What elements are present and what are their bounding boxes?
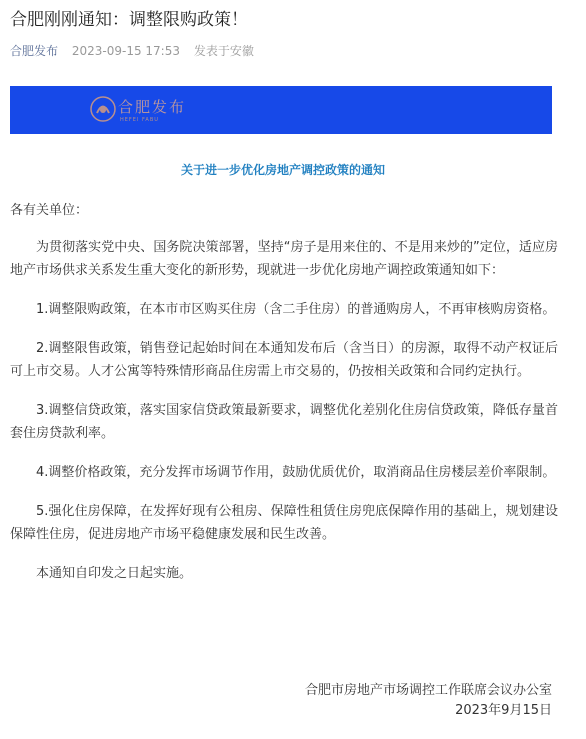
notice-intro: 为贯彻落实党中央、国务院决策部署，坚持“房子是用来住的、不是用来炒的”定位，适应房地产市场供求关系发生重大变化的新形势，现就进一步优化房地产调控政策通知如下： (10, 240, 558, 278)
logo-subtext: HEFEI FABU (120, 117, 159, 123)
notice-item: 2.调整限售政策，销售登记起始时间在本通知发布后（含当日）的房源，取得不动产权证后可上市交易。人才公寓等特殊情形商品住房需上市交易的，仍按相关政策和合同约定执行。 (10, 341, 558, 379)
notice-heading: 关于进一步优化房地产调控政策的通知 (180, 163, 385, 177)
seal-icon (88, 94, 118, 124)
account-name-link[interactable]: 合肥发布 (10, 44, 59, 58)
notice-item: 1.调整限购政策，在本市市区购买住房（含二手住房）的普通购房人，不再审核购房资格。 (36, 302, 556, 317)
header-banner (10, 86, 552, 134)
signatory: 合肥市房地产市场调控工作联席会议办公室 (304, 683, 552, 698)
notice-greeting: 各有关单位： (10, 203, 89, 218)
notice-item: 4.调整价格政策，充分发挥市场调节作用，鼓励优质优价，取消商品住房楼层差价率限制。 (36, 465, 556, 480)
notice-signature (305, 681, 552, 721)
notice-item: 3.调整信贷政策，落实国家信贷政策最新要求，调整优化差别化住房信贷政策，降低存量首套住房贷款利率。 (10, 403, 558, 441)
publish-time: 2023-09-15 17:53 (71, 44, 180, 58)
logo-text: 合肥发布 (118, 98, 187, 116)
notice-item: 5.强化住房保障，在发挥好现有公租房、保障性租赁住房兜底保障作用的基础上，规划建设保障性住房，促进房地产市场平稳健康发展和民生改善。 (10, 504, 558, 542)
notice-date: 2023年9月15日 (455, 703, 552, 718)
notice-closing: 本通知自印发之日起实施。 (36, 566, 193, 581)
notice-body (10, 199, 558, 601)
article-title: 合肥刚刚通知：调整限购政策！ (10, 10, 248, 30)
logo (88, 90, 208, 130)
article-meta (10, 42, 254, 60)
publish-location: 发表于安徽 (193, 44, 254, 58)
